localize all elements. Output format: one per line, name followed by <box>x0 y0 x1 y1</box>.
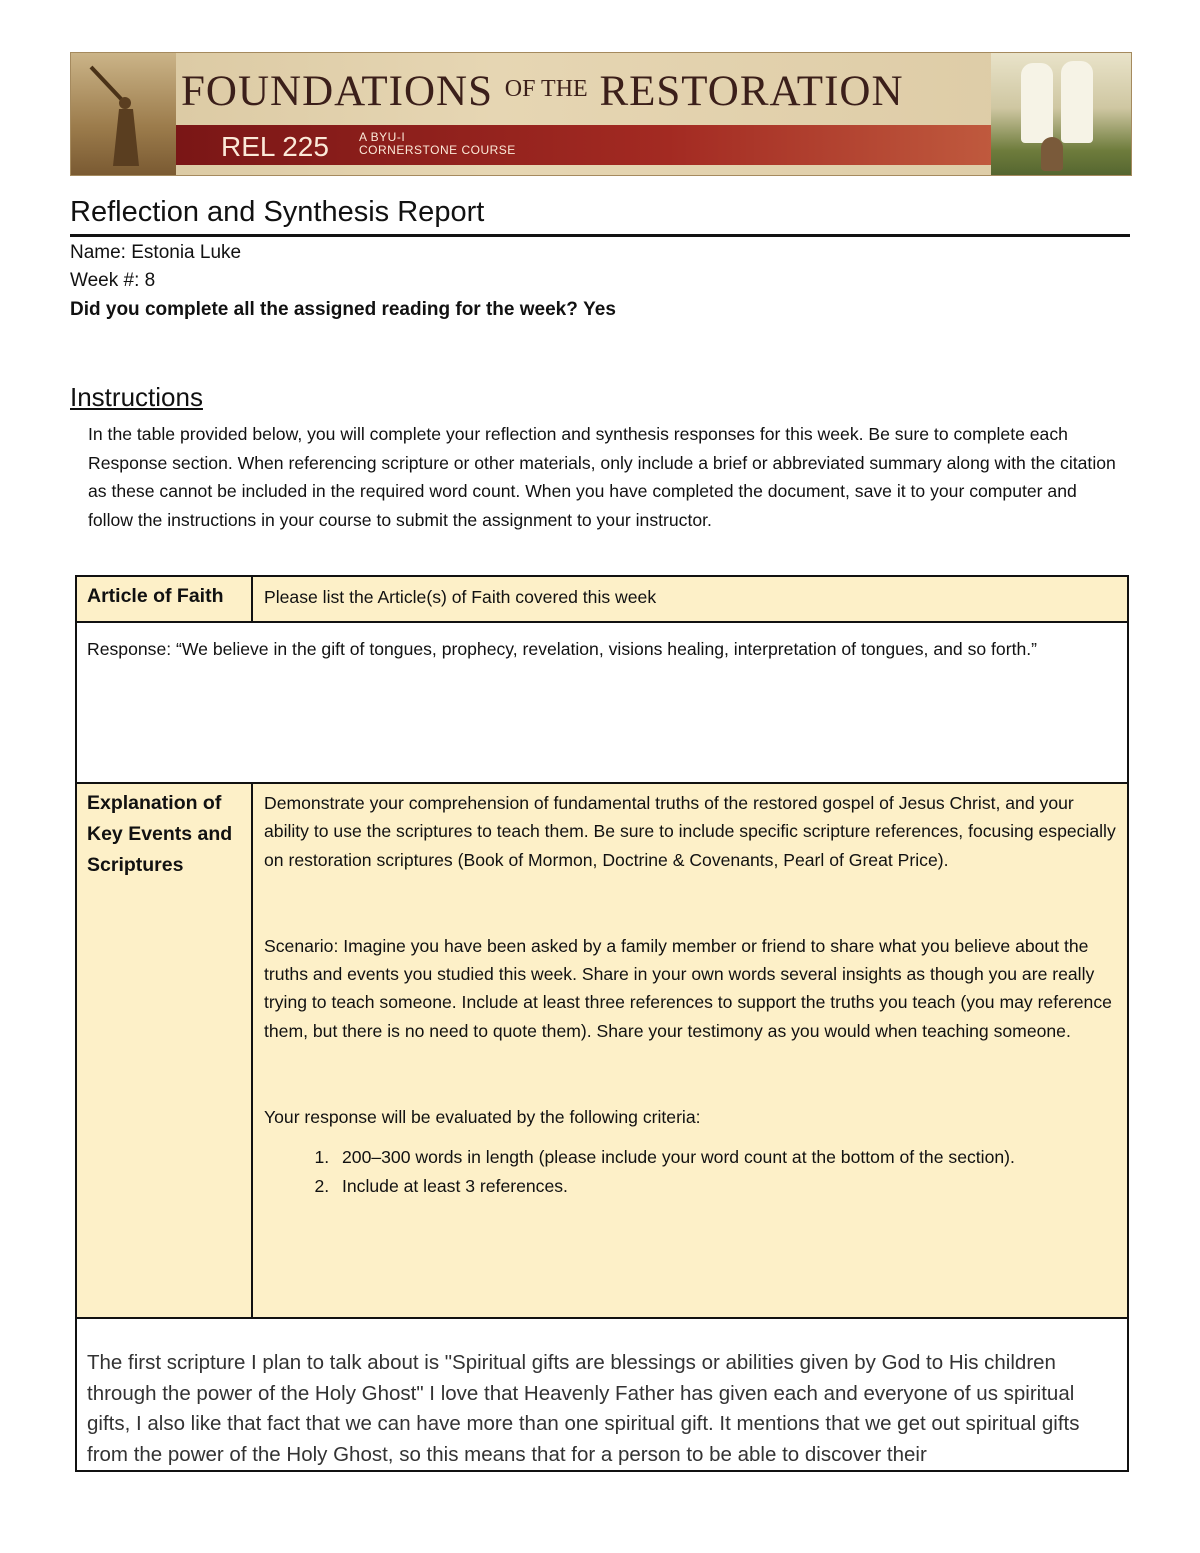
response-label: Response: <box>87 639 172 659</box>
reflection-table <box>75 575 1129 1472</box>
title-divider <box>70 234 1130 237</box>
article-label: Article of Faith <box>76 576 252 622</box>
criteria-item: 2. Include at least 3 references. <box>334 1172 1117 1200</box>
explanation-paragraph-2: Scenario: Imagine you have been asked by a family member or friend to share what you believe about the truths and events you studied this week. Share in your own words several insights as though you are really trying to teach someone. Include at least three references to support the truths you teach (you may reference them, but there is no need to quote them). Share your testimony as you would when teaching someone. <box>264 935 1112 1041</box>
course-code: REL 225 <box>221 131 329 162</box>
banner-title <box>181 67 904 116</box>
reading-line <box>70 299 616 321</box>
week-line <box>70 270 155 292</box>
instructions-text: In the table provided below, you will complete your reflection and synthesis responses for this week. Be sure to complete each Response section. When referencing scripture or other materials, only include a brief or abbreviated summary along with the citation as these cannot be included in the required word count. When you have completed the document, save it to your computer and follow the instructions in your course to submit the assignment to your instructor. <box>88 424 1116 530</box>
name-label: Name: <box>70 242 126 263</box>
explanation-row <box>76 783 1128 1318</box>
article-prompt: Please list the Article(s) of Faith covered this week <box>252 576 1128 622</box>
banner-title-restoration: RESTORATION <box>599 68 904 115</box>
kneeling-figure-icon <box>1041 137 1063 171</box>
reading-question: Did you complete all the assigned reading for the week? <box>70 299 578 320</box>
article-response-cell[interactable] <box>76 622 1128 783</box>
name-value: Estonia Luke <box>131 242 242 263</box>
angels-painting-image <box>991 53 1131 175</box>
course-subtitle-line2: CORNERSTONE COURSE <box>359 143 516 157</box>
name-line <box>70 242 241 264</box>
essay-response[interactable]: The first scripture I plan to talk about is "Spiritual gifts are blessings or abilities given by God to His children through the power of the Holy Ghost" I love that Heavenly Father has given each and everyone of us spiritual gifts, I also like that fact that we can have more than one spiritual gift. It mentions that we get out spiritual gifts from the power of the Holy Ghost, so this means that for a person to be able to discover their <box>76 1318 1128 1471</box>
banner-title-foundations: FOUNDATIONS <box>181 68 494 115</box>
course-subtitle-line1: A BYU-I <box>359 130 406 144</box>
week-value: 8 <box>144 270 156 291</box>
course-subtitle <box>359 131 516 157</box>
criteria-item: 1. 200–300 words in length (please include your word count at the bottom of the section). <box>334 1143 1117 1171</box>
response-text: “We believe in the gift of tongues, prophecy, revelation, visions healing, interpretation of tongues, and so forth.” <box>176 639 1037 659</box>
week-label: Week #: <box>70 270 140 291</box>
banner-title-of-the: OF THE <box>504 76 588 102</box>
angel-figure-icon <box>1021 63 1053 143</box>
angel-moroni-image <box>71 53 176 175</box>
angel-statue-icon <box>83 61 163 171</box>
response-row <box>76 622 1128 783</box>
explanation-instructions <box>252 783 1128 1318</box>
reading-answer: Yes <box>583 299 616 320</box>
angel-figure-icon <box>1061 61 1093 143</box>
explanation-paragraph-3: Your response will be evaluated by the following criteria: <box>264 1107 701 1128</box>
article-row <box>76 576 1128 622</box>
explanation-label: Explanation of Key Events and Scriptures <box>76 783 252 1318</box>
page-title: Reflection and Synthesis Report <box>70 196 485 228</box>
explanation-paragraph-1: Demonstrate your comprehension of fundamental truths of the restored gospel of Jesus Christ, and your ability to use the scriptures to teach them. Be sure to include specific scripture references, focusing especially on restoration scriptures (Book of Mormon, Doctrine & Covenants, Pearl of Great Price). <box>264 793 1116 870</box>
essay-row <box>76 1318 1128 1471</box>
course-banner <box>70 52 1132 176</box>
criteria-list <box>264 1143 1117 1200</box>
instructions-heading: Instructions <box>70 382 203 412</box>
